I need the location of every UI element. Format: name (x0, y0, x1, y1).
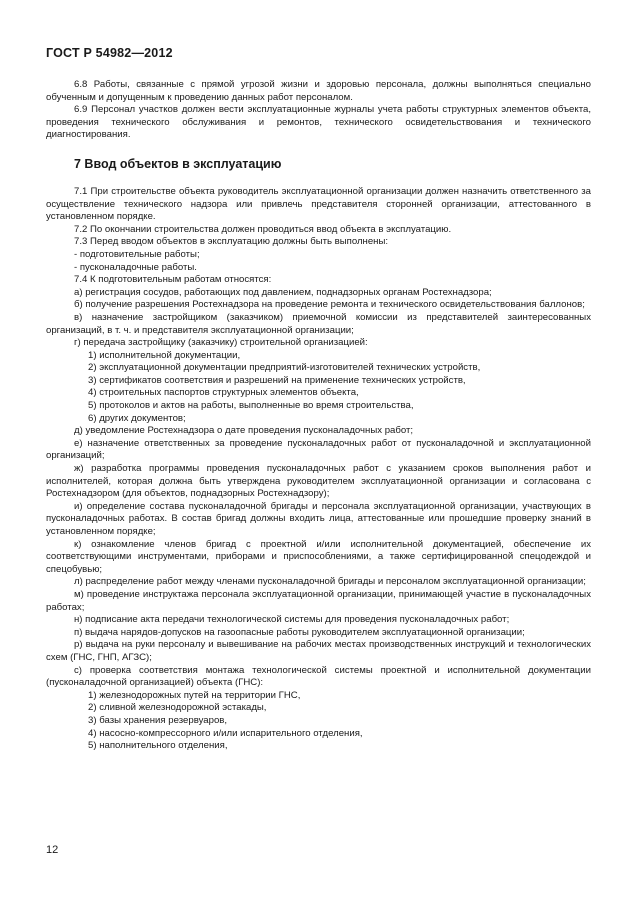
list-subitem: 4) строительных паспортов структурных элементов объекта, (88, 387, 359, 399)
paragraph: б) получение разрешения Ростехнадзора на проведение ремонта и технического освидетельствования баллонов; (74, 299, 585, 311)
paragraph: и) определение состава пусконаладочной бригады и персонала эксплуатационной организации, участвующих в пусконаладочных работах. В состав бригад должны входить лица, аттестованные или прошедшие проверку знаний в установленном порядке; (46, 500, 591, 537)
paragraph: в) назначение застройщиком (заказчиком) приемочной комиссии из представителей заинтересованных организаций, в т. ч. и представителя эксплуатационной организации; (46, 311, 591, 336)
paragraph: л) распределение работ между членами пусконаладочной бригады и персоналом эксплуатационной организации; (74, 576, 586, 588)
paragraph: е) назначение ответственных за проведение пусконаладочных работ от пусконаладочной и эксплуатационной организаций; (46, 437, 591, 462)
list-subitem: 5) протоколов и актов на работы, выполненные во время строительства, (88, 400, 414, 412)
list-subitem: 1) исполнительной документации, (88, 349, 241, 361)
list-subitem: 6) других документов; (88, 412, 186, 424)
list-subitem: 4) насосно-компрессорного и/или испарительного отделения, (88, 727, 363, 739)
list-subitem: 3) сертификатов соответствия и разрешений на применение технических устройств, (88, 374, 466, 386)
list-subitem: 1) железнодорожных путей на территории ГНС, (88, 689, 301, 701)
list-subitem: 3) базы хранения резервуаров, (88, 714, 228, 726)
paragraph: к) ознакомление членов бригад с проектной и/или исполнительной документацией, обеспечение их соответствующими инструментами, приборами и приспособлениями, а также сертифицированной спецодеждой и спецобувью; (46, 538, 591, 575)
paragraph: 7.3 Перед вводом объектов в эксплуатацию должны быть выполнены: (74, 236, 389, 248)
paragraph: д) уведомление Ростехнадзора о дате проведения пусконаладочных работ; (74, 425, 414, 437)
paragraph: 7.2 По окончании строительства должен проводиться ввод объекта в эксплуатацию. (74, 223, 452, 235)
paragraph: 7.4 К подготовительным работам относятся: (74, 274, 272, 286)
page-number: 12 (46, 844, 59, 856)
paragraph: 6.9 Персонал участков должен вести эксплуатационные журналы учета работы структурных элементов объекта, проведения технического обслуживания и ремонтов, технического освидетельствования и технического диагностирования. (46, 104, 591, 141)
paragraph: 6.8 Работы, связанные с прямой угрозой жизни и здоровью персонала, должны выполняться специально обученным и допущенным к проведению данных работ персоналом. (46, 79, 591, 103)
paragraph: - пусконаладочные работы. (74, 261, 197, 273)
paragraph: м) проведение инструктажа персонала эксплуатационной организации, принимающей участие в пусконаладочных работах; (46, 588, 591, 613)
paragraph: н) подписание акта передачи технологической системы для проведения пусконаладочных работ; (74, 614, 510, 626)
list-subitem: 5) наполнительного отделения, (88, 740, 228, 752)
paragraph: ж) разработка программы проведения пусконаладочных работ с указанием сроков выполнения работ и исполнителей, которая должна быть утверждена руководителем эксплуатационной организации и согласована с Ростехнадзором (для объектов, поднадзорных Ростехнадзору); (46, 463, 591, 500)
paragraph: р) выдача на руки персоналу и вывешивание на рабочих местах производственных инструкций и технологических схем (ГНС, ГНП, АГЗС); (46, 639, 591, 663)
paragraph: 7.1 При строительстве объекта руководитель эксплуатационной организации должен назначить ответственного за осуществление технического надзора или привлечь представителя сторонней организации, аттестованного в установленном порядке. (46, 185, 591, 223)
paragraph: - подготовительные работы; (74, 248, 200, 260)
document-body (46, 79, 591, 753)
list-subitem: 2) сливной железнодорожной эстакады, (88, 702, 267, 714)
paragraph: с) проверка соответствия монтажа технологической системы проектной и исполнительной документации (пусконаладочной организацией) объекта (ГНС): (46, 664, 591, 689)
section-heading: 7 Ввод объектов в эксплуатацию (74, 156, 282, 171)
paragraph: а) регистрация сосудов, работающих под давлением, поднадзорных органам Ростехнадзора; (74, 286, 492, 298)
list-subitem: 2) эксплуатационной документации предприятий-изготовителей технических устройств, (88, 362, 481, 374)
document-header: ГОСТ Р 54982—2012 (46, 46, 173, 60)
paragraph: г) передача застройщику (заказчику) строительной организацией: (74, 337, 368, 349)
paragraph: п) выдача нарядов-допусков на газоопасные работы руководителем эксплуатационной организации; (74, 626, 525, 638)
